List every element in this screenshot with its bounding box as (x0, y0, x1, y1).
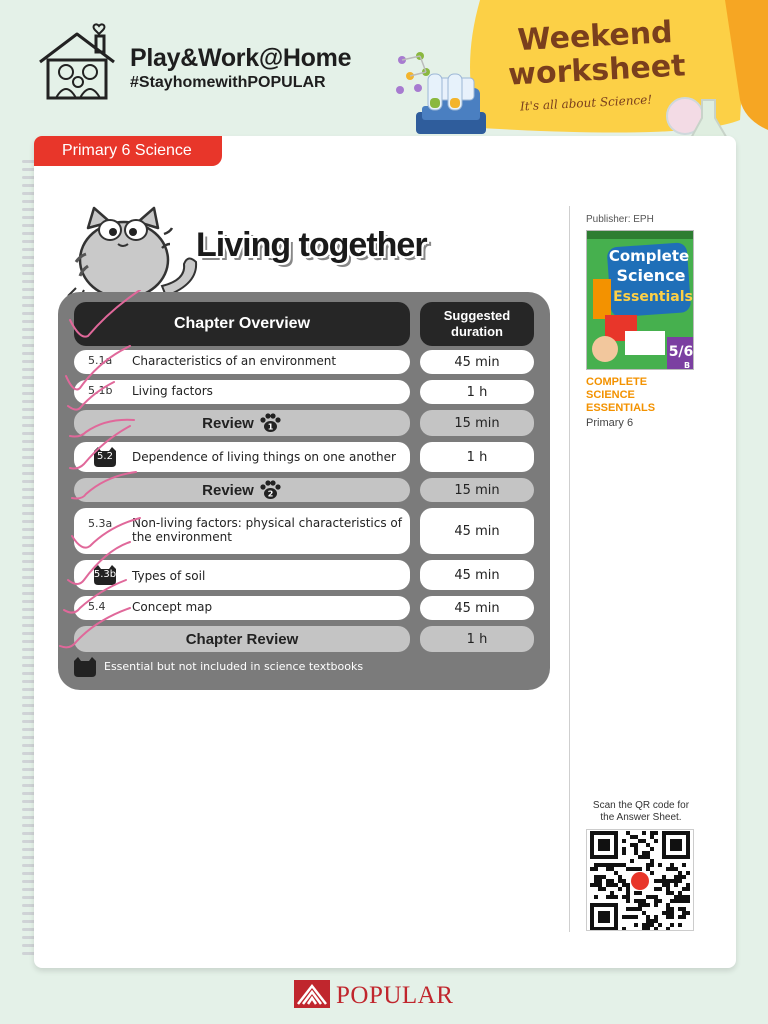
row-number: 5.3a (88, 517, 113, 530)
qr-text-line2: the Answer Sheet. (600, 812, 682, 823)
row-number: 5.3b (93, 569, 117, 580)
family-home-icon (36, 22, 118, 102)
cat-badge-icon (92, 447, 118, 467)
table-row-5-2 (74, 442, 410, 472)
row-duration: 45 min (420, 596, 534, 620)
chapter-title: Living together (196, 226, 427, 264)
row-label: Living factors (132, 384, 213, 398)
row-duration: 15 min (420, 478, 534, 502)
review-label: Review (202, 414, 254, 432)
table-row-5-3b (74, 560, 410, 590)
table-row-5-4 (74, 596, 410, 620)
footnote-text: Essential but not included in science textbooks (104, 660, 364, 673)
brand-title: Play&Work@Home (130, 44, 352, 72)
book-name (586, 376, 696, 415)
book-cover-image (586, 230, 694, 370)
row-label: Non-living factors: physical characteristics of the environment (132, 516, 402, 544)
review-badge-number: 1 (267, 422, 274, 432)
row-duration: 1 h (420, 380, 534, 404)
table-header-suggested-duration (420, 302, 534, 346)
worksheet-subtitle: It's all about Science! (519, 92, 653, 114)
footer-brand: POPULAR (336, 982, 454, 1009)
qr-text-line1: Scan the QR code for (592, 800, 690, 811)
qr-code-pattern (587, 830, 693, 930)
table-row-chapter-review (74, 626, 410, 652)
book-cover-level: 5/6 (668, 344, 694, 360)
qr-code[interactable] (586, 829, 694, 931)
qr-instruction (582, 800, 700, 824)
header-duration-line1: Suggested (443, 308, 511, 323)
row-duration: 45 min (420, 560, 534, 590)
lab-equipment-icon (392, 50, 492, 142)
row-number: 5.4 (88, 600, 106, 613)
row-label: Types of soil (132, 569, 206, 583)
cat-badge-icon (72, 657, 98, 677)
paw-icon (258, 413, 282, 433)
row-duration: 45 min (420, 508, 534, 554)
book-cover-title-line2: Science (616, 266, 686, 285)
table-row-review-1 (74, 410, 410, 436)
book-name-line2: SCIENCE (586, 389, 635, 401)
cat-badge-icon (92, 565, 118, 585)
book-name-line1: COMPLETE (586, 376, 648, 388)
worksheet-title-line1: Weekend (516, 14, 674, 59)
header-duration-line2: duration (451, 324, 503, 339)
sidebar-divider (569, 206, 570, 932)
book-cover-volume: B (683, 361, 691, 370)
row-label: Characteristics of an environment (132, 354, 337, 368)
worksheet-title-line2: worksheet (507, 48, 687, 93)
row-label: Concept map (132, 600, 213, 614)
cat-mascot-icon (66, 204, 202, 300)
table-row-5-1a (74, 350, 410, 374)
footer-logo (294, 980, 484, 1010)
book-cover-title-line3: Essentials (613, 289, 693, 305)
worksheet-title (504, 15, 687, 92)
book-level: Primary 6 (586, 417, 634, 429)
row-duration: 1 h (420, 626, 534, 652)
row-duration: 45 min (420, 350, 534, 374)
paw-icon (258, 480, 282, 500)
table-header-chapter-overview: Chapter Overview (74, 302, 410, 346)
book-name-line3: ESSENTIALS (586, 402, 656, 414)
book-cover-title-line1: Complete (608, 247, 690, 265)
review-label: Review (202, 481, 254, 499)
row-duration: 15 min (420, 410, 534, 436)
brand-header (36, 22, 396, 102)
row-number: 5.2 (97, 451, 113, 462)
brand-tagline: #StayhomewithPOPULAR (130, 74, 326, 91)
review-label: Chapter Review (185, 630, 299, 648)
table-row-5-3a (74, 508, 410, 554)
publisher-label: Publisher: EPH (586, 214, 654, 225)
row-duration: 1 h (420, 442, 534, 472)
row-number: 5.1a (88, 354, 113, 367)
table-row-5-1b (74, 380, 410, 404)
book-cover-art (587, 231, 694, 370)
subject-tab: Primary 6 Science (34, 136, 222, 166)
table-row-review-2 (74, 478, 410, 502)
review-badge-number: 2 (267, 489, 274, 499)
row-number: 5.1b (88, 384, 113, 397)
row-label: Dependence of living things on one another (132, 450, 396, 464)
popular-logo-icon (294, 980, 330, 1008)
chapter-overview-table (58, 292, 550, 690)
